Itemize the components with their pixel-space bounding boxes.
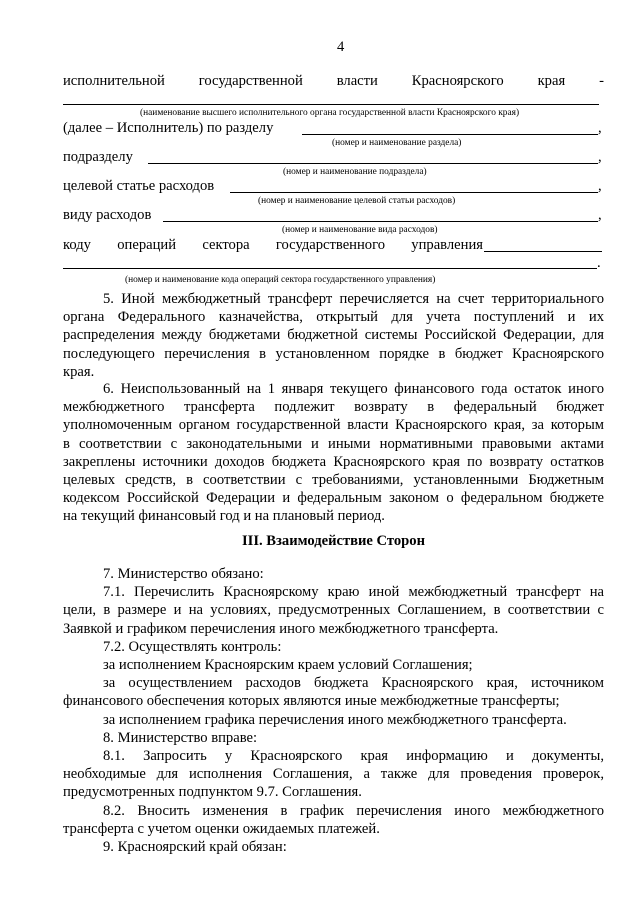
dot: . [597,255,601,271]
header-row-6 [63,236,483,254]
word: исполнительной [63,73,165,89]
text-line: 8. Министерство вправе: [103,729,258,746]
section-title: III. Взаимодействие Сторон [241,533,426,549]
text-line: предусмотренных подпунктом 9.7. Соглашения. [63,784,362,801]
paragraph-5 [63,290,604,381]
text-line: кодексом Российской Федерации и федеральным законом о федеральном бюджете [63,490,604,507]
blank-line-target-article [230,192,598,193]
text-line: органа Федерального казначейства, открытый для учета поступлений и их [63,309,604,326]
text-line: за исполнением графика перечисления иного межбюджетного трансферта. [103,711,567,728]
caption-operations-code: (номер и наименование кода операций сектора государственного управления) [125,275,436,285]
blank-line-operations-code-b [63,268,597,269]
caption-target-article: (номер и наименование целевой статьи расходов) [258,196,456,206]
text-line: 7.1. Перечислить Красноярскому краю иной межбюджетный трансферт на [103,584,604,601]
word: Красноярского [411,73,504,89]
blank-line-subsection [148,163,598,164]
caption-subsection: (номер и наименование подраздела) [283,167,427,177]
text-line: трансферта с учетом оценки ожидаемых платежей. [63,820,380,837]
comma: , [598,120,602,136]
text-line: в соответствии с законодательными и иными нормативными правовыми актами [63,435,604,452]
word: коду [63,237,91,253]
caption-expense-type: (номер и наименование вида расходов) [282,225,438,235]
label-expense-type: виду расходов [63,207,152,223]
text-line: необходимые для исполнения Соглашения, а также для проведения проверок, [63,766,604,783]
header-row-1 [63,72,604,90]
text-line: уполномоченным органом государственной власти Красноярского края, за которым [63,417,604,434]
text-line: 5. Иной межбюджетный трансферт перечисляется на счет территориального [103,291,604,307]
label-section: (далее – Исполнитель) по разделу [63,120,274,136]
word: власти [336,73,378,89]
text-line: цели, в размере и на условиях, предусмотренных Соглашением, в соответствии с [63,602,604,619]
text-line: целевых средств, в соответствии с требованиями, установленными Бюджетным [63,472,604,489]
word: - [599,73,604,89]
section-body [63,565,604,856]
blank-line-expense-type [163,221,598,222]
label-subsection: подразделу [63,149,133,165]
caption-org: (наименование высшего исполнительного органа государственной власти Красноярского края) [140,108,520,118]
text-line: за осуществлением расходов бюджета Красноярского края, источником [103,675,604,692]
text-line: финансового обеспечения которых являются иные межбюджетные трансферты; [63,693,560,710]
comma: , [598,207,602,223]
word: сектора [202,237,250,253]
blank-line-section [302,134,598,135]
caption-section: (номер и наименование раздела) [332,138,462,148]
text-line: 6. Неиспользованный на 1 января текущего финансового года остаток иного [103,381,604,397]
text-line: последующего перечисления в установленном порядке в бюджет Красноярского [63,345,604,362]
comma: , [598,149,602,165]
text-line: закреплены источники доходов бюджета Красноярского края по возврату остатков [63,453,604,470]
blank-line-org [63,104,599,105]
text-line: за исполнением Красноярским краем условий Соглашения; [103,657,473,674]
word: края [537,73,566,89]
text-line: межбюджетного трансферта подлежит возврату в федеральный бюджет [63,399,604,416]
word: управления [411,237,483,253]
word: государственного [275,237,386,253]
text-line: Заявкой и графиком перечисления иного межбюджетного трансферта. [63,620,499,637]
label-target-article: целевой статье расходов [63,178,215,194]
text-line: 8.2. Вносить изменения в график перечисления иного межбюджетного [103,802,604,819]
blank-line-operations-code-a [484,251,602,252]
text-line: края. [63,363,95,380]
word: государственной [198,73,303,89]
text-line: 7. Министерство обязано: [103,566,264,582]
text-line: 9. Красноярский край обязан: [103,839,287,856]
page-number: 4 [337,39,345,55]
text-line: 7.2. Осуществлять контроль: [103,638,282,655]
comma: , [598,178,602,194]
text-line: распределения между бюджетами бюджетной системы Российской Федерации, для [63,327,604,344]
text-line: 8.1. Запросить у Красноярского края информацию и документы, [103,748,604,765]
word: операций [117,237,177,253]
paragraph-6 [63,380,604,526]
text-line: на текущий финансовый год и на плановый период. [63,508,385,525]
